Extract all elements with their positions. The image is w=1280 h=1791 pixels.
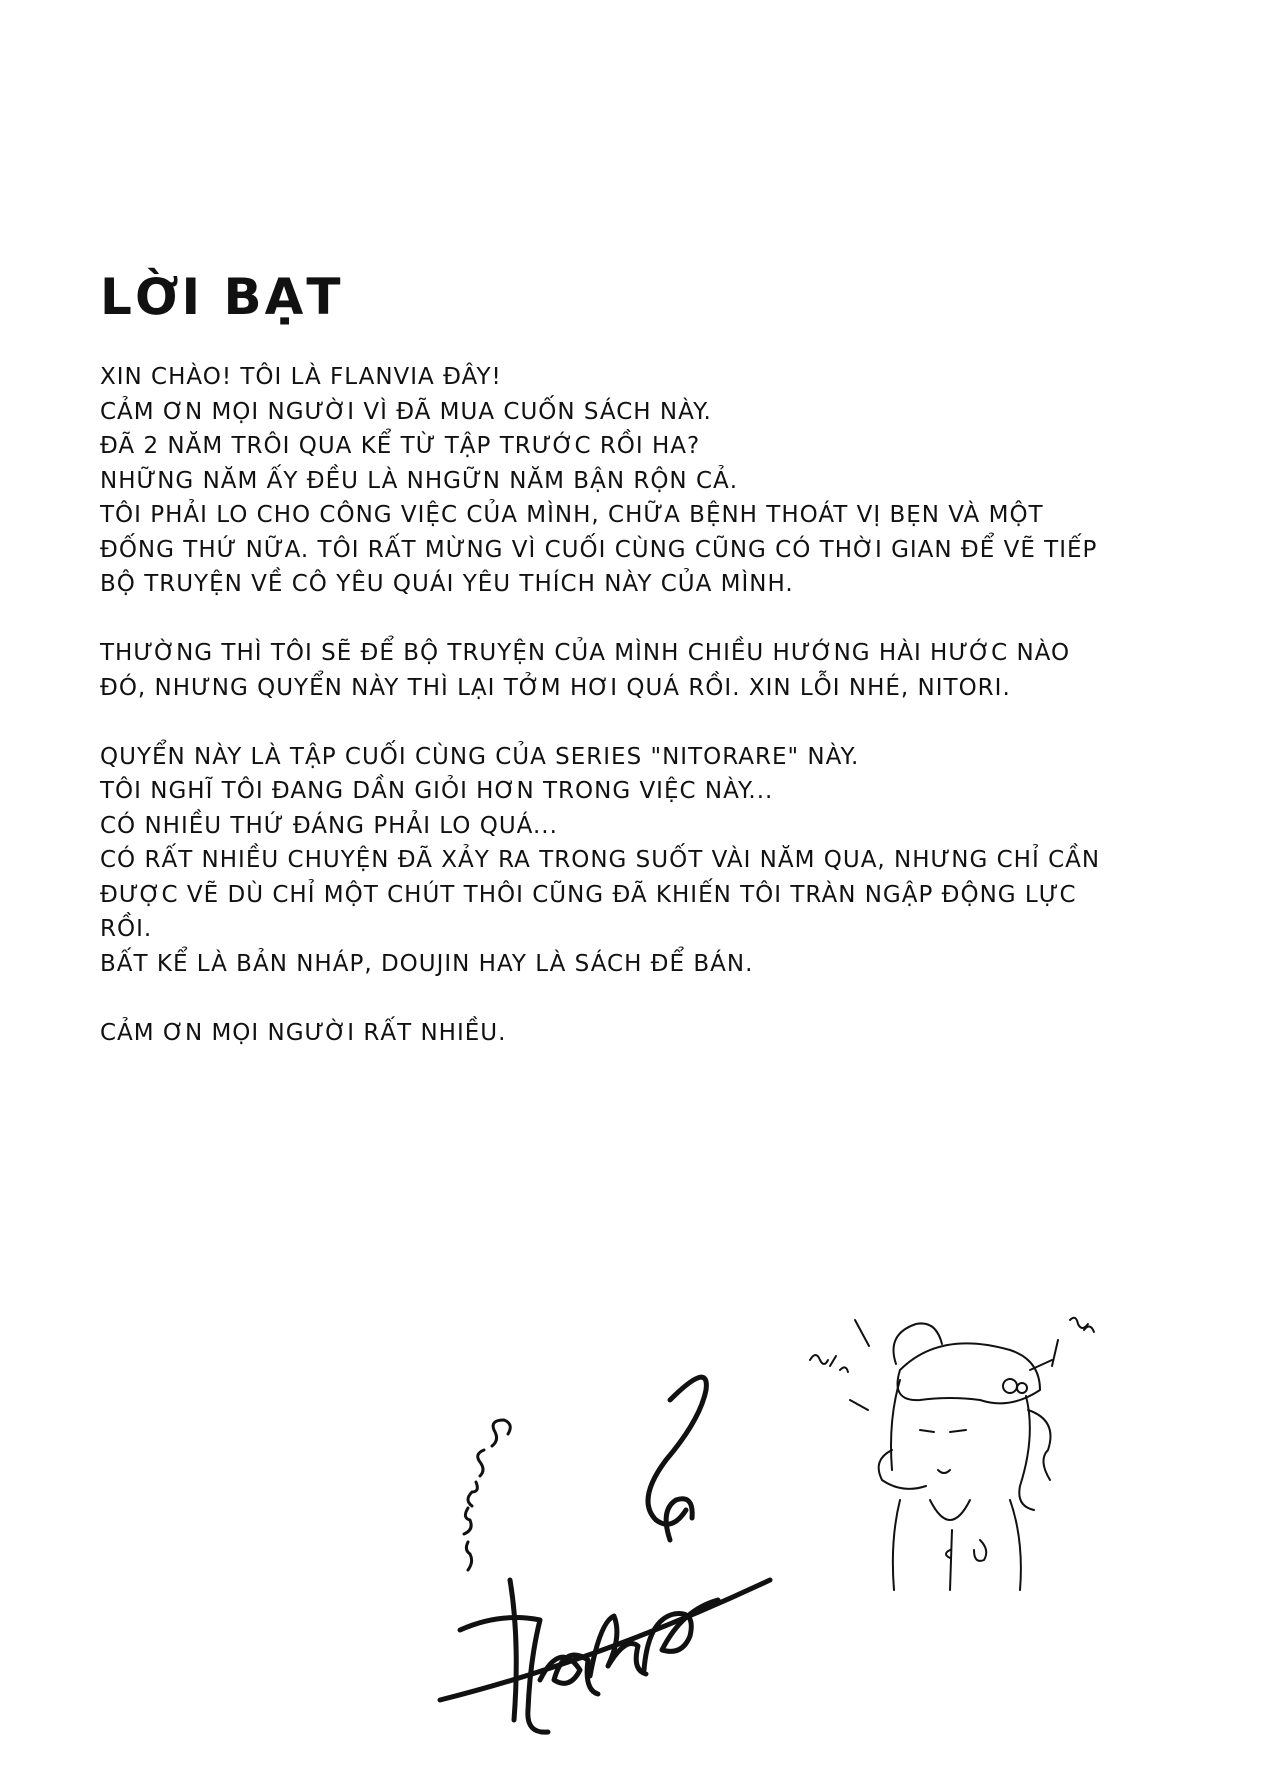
text-line: THƯỜNG THÌ TÔI SẼ ĐỂ BỘ TRUYỆN CỦA MÌNH CHIỀU HƯỚNG HÀI HƯỚC NÀO [100,640,1071,666]
text-line: XIN CHÀO! TÔI LÀ FLANVIA ĐÂY! [100,364,502,390]
paragraph-series [100,740,1180,982]
text-line: TÔI PHẢI LO CHO CÔNG VIỆC CỦA MÌNH, CHỮA BỆNH THOÁT VỊ BẸN VÀ MỘT [100,502,1044,528]
text-line: QUYỂN NÀY LÀ TẬP CUỐI CÙNG CỦA SERIES "NITORARE" NÀY. [100,743,860,770]
text-line: CÓ NHIỀU THỨ ĐÁNG PHẢI LO QUÁ... [100,812,558,839]
text-line: ĐỐNG THỨ NỮA. TÔI RẤT MỪNG VÌ CUỐI CÙNG CŨNG CÓ THỜI GIAN ĐỂ VẼ TIẾP [100,536,1098,563]
page-title: LỜI BẠT [100,268,344,326]
text-line: CẢM ƠN MỌI NGƯỜI VÌ ĐÃ MUA CUỐN SÁCH NÀY. [100,398,712,425]
text-line: CẢM ƠN MỌI NGƯỜI RẤT NHIỀU. [100,1019,507,1046]
text-line: RỒI. [100,916,153,942]
text-line: TÔI NGHĨ TÔI ĐANG DẦN GIỎI HƠN TRONG VIỆC NÀY... [100,778,774,804]
text-line: CÓ RẤT NHIỀU CHUYỆN ĐÃ XẢY RA TRONG SUỐT VÀI NĂM QUA, NHƯNG CHỈ CẦN [100,847,1101,873]
paragraph-apology [100,636,1180,705]
handwritten-signature-icon [420,1320,780,1740]
text-line: NHỮNG NĂM ẤY ĐỀU LÀ NHGỮN NĂM BẬN RỘN CẢ. [100,467,739,494]
chibi-character-sketch-icon [800,1300,1120,1610]
text-line: BẤT KỂ LÀ BẢN NHÁP, DOUJIN HAY LÀ SÁCH ĐỂ BÁN. [100,950,754,977]
paragraph-thanks [100,1016,1180,1051]
paragraph-greeting [100,360,1180,602]
afterword-body [100,360,1180,1050]
text-line: ĐÃ 2 NĂM TRÔI QUA KỂ TỪ TẬP TRƯỚC RỒI HA? [100,433,701,459]
text-line: ĐÓ, NHƯNG QUYỂN NÀY THÌ LẠI TỞM HƠI QUÁ RỒI. XIN LỖI NHÉ, NITORI. [100,674,1011,701]
text-line: ĐƯỢC VẼ DÙ CHỈ MỘT CHÚT THÔI CŨNG ĐÃ KHIẾN TÔI TRÀN NGẬP ĐỘNG LỰC [100,881,1077,908]
text-line: BỘ TRUYỆN VỀ CÔ YÊU QUÁI YÊU THÍCH NÀY CỦA MÌNH. [100,571,794,597]
